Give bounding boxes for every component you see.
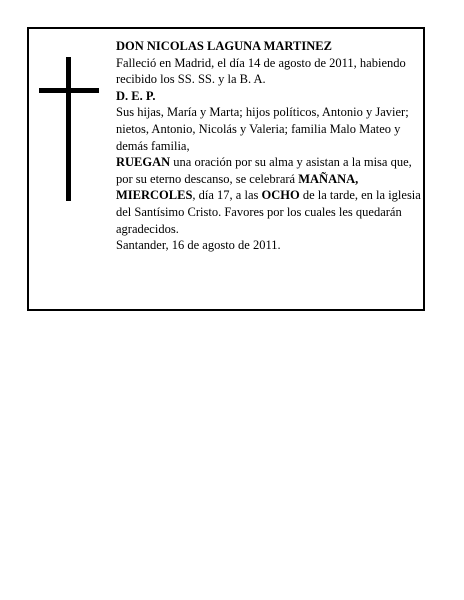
request-text-3: de la tarde, en la iglesia del Santísimo Cristo. Favores por los cuales les quedarán agradecidos. — [116, 188, 421, 236]
request-text-1: una oración por su alma y asistan a la misa que, por su eterno descanso, se celebrará — [116, 155, 412, 186]
request-text-2: , día 17, a las — [192, 188, 262, 203]
mass-hour: OCHO — [261, 188, 300, 203]
cross-icon — [39, 57, 99, 201]
family-list: Sus hijas, María y Marta; hijos políticos, Antonio y Javier; nietos, Antonio, Nicolás y Valeria; familia Malo Mateo y demás familia, — [116, 105, 409, 153]
place-and-date: Santander, 16 de agosto de 2011. — [116, 238, 281, 253]
ruegan-word: RUEGAN — [116, 155, 171, 170]
notice-text — [116, 38, 421, 254]
obituary-notice — [27, 27, 425, 311]
deceased-name: DON NICOLAS LAGUNA MARTINEZ — [116, 39, 332, 53]
mass-request — [116, 154, 421, 237]
mass-day: MAÑANA, MIERCOLES — [116, 171, 359, 203]
cross-vertical-bar — [66, 57, 71, 201]
cross-horizontal-bar — [39, 88, 99, 93]
death-statement: Falleció en Madrid, el día 14 de agosto de 2011, habiendo recibido los SS. SS. y la B. A. — [116, 55, 406, 87]
rip-line: D. E. P. — [116, 88, 156, 103]
